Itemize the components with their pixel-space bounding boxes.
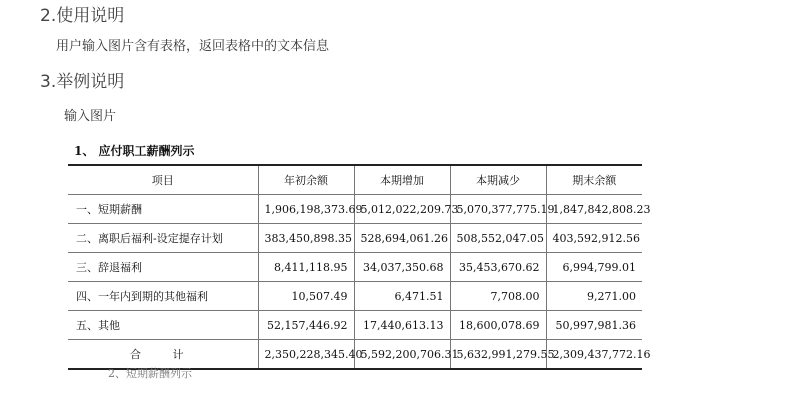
cropped-next-caption: 2、短期薪酬列示 — [108, 367, 192, 380]
row-value: 18,600,078.69 — [450, 311, 546, 340]
row-value: 52,157,446.92 — [258, 311, 354, 340]
row-value: 403,592,912.56 — [546, 224, 642, 253]
row-value: 34,037,350.68 — [354, 253, 450, 282]
row-value: 8,411,118.95 — [258, 253, 354, 282]
header-opening-balance: 年初余额 — [258, 165, 354, 195]
usage-description: 用户输入图片含有表格，返回表格中的文本信息 — [56, 39, 330, 54]
row-value: 35,453,670.62 — [450, 253, 546, 282]
table-caption: 1、 应付职工薪酬列示 — [74, 144, 195, 158]
row-value: 10,507.49 — [258, 282, 354, 311]
row-value: 5,012,022,209.73 — [354, 195, 450, 224]
row-value: 1,847,842,808.23 — [546, 195, 642, 224]
row-value: 528,694,061.26 — [354, 224, 450, 253]
row-item: 一、短期薪酬 — [68, 195, 258, 224]
row-value: 508,552,047.05 — [450, 224, 546, 253]
header-increase: 本期增加 — [354, 165, 450, 195]
row-item: 二、离职后福利-设定提存计划 — [68, 224, 258, 253]
total-value: 5,632,991,279.55 — [450, 340, 546, 370]
row-value: 50,997,981.36 — [546, 311, 642, 340]
total-value: 2,309,437,772.16 — [546, 340, 642, 370]
usage-heading: 2.使用说明 — [40, 6, 125, 26]
row-value: 383,450,898.35 — [258, 224, 354, 253]
table-row — [68, 224, 642, 253]
payroll-table — [68, 164, 651, 370]
table-row — [68, 195, 642, 224]
input-document-image — [68, 138, 651, 402]
row-value: 6,994,799.01 — [546, 253, 642, 282]
table-row — [68, 253, 642, 282]
header-item: 项目 — [68, 165, 258, 195]
row-value: 7,708.00 — [450, 282, 546, 311]
total-value: 5,592,200,706.31 — [354, 340, 450, 370]
row-value: 9,271.00 — [546, 282, 642, 311]
table-row — [68, 282, 642, 311]
row-item: 三、辞退福利 — [68, 253, 258, 282]
row-item: 五、其他 — [68, 311, 258, 340]
total-value: 2,350,228,345.40 — [258, 340, 354, 370]
input-image-label: 输入图片 — [64, 109, 117, 124]
total-label: 合 计 — [68, 340, 258, 370]
table-header-row — [68, 165, 642, 195]
header-closing-balance: 期末余额 — [546, 165, 642, 195]
row-value: 1,906,198,373.69 — [258, 195, 354, 224]
row-value: 17,440,613.13 — [354, 311, 450, 340]
row-value: 5,070,377,775.19 — [450, 195, 546, 224]
header-decrease: 本期减少 — [450, 165, 546, 195]
row-value: 6,471.51 — [354, 282, 450, 311]
row-item: 四、一年内到期的其他福利 — [68, 282, 258, 311]
example-heading: 3.举例说明 — [40, 72, 125, 92]
table-row — [68, 311, 642, 340]
